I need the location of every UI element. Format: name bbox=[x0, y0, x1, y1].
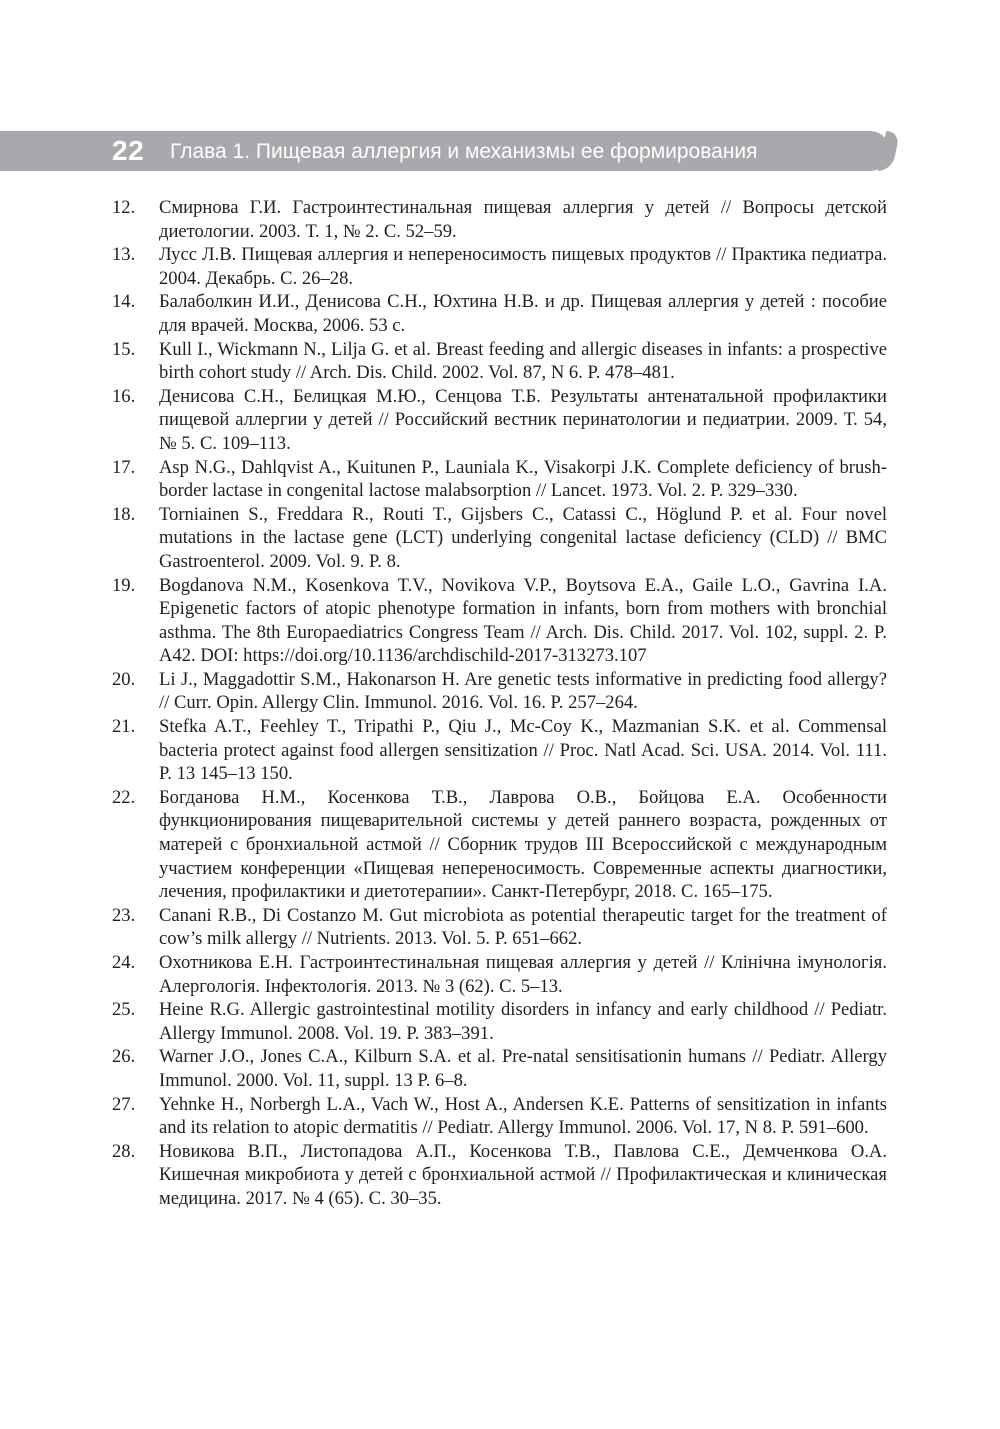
reference-item bbox=[112, 338, 887, 385]
reference-text: Охотникова Е.Н. Гастроинтестинальная пищевая аллергия у детей // Клінічна імунологія. Алергологія. Інфектологія. 2013. № 3 (62). С. 5–13. bbox=[159, 952, 887, 997]
reference-number: 21. bbox=[112, 716, 136, 738]
reference-number: 13. bbox=[112, 244, 136, 266]
reference-item bbox=[112, 1045, 887, 1092]
reference-number: 12. bbox=[112, 197, 136, 218]
reference-item bbox=[112, 456, 887, 503]
reference-text: Лусс Л.В. Пищевая аллергия и непереносимость пищевых продуктов // Практика педиатра. 2004. Декабрь. С. 26–28. bbox=[159, 244, 887, 289]
reference-number: 23. bbox=[112, 904, 136, 926]
page-number: 22 bbox=[112, 135, 145, 166]
reference-number: 19. bbox=[112, 574, 136, 596]
reference-item bbox=[112, 574, 887, 668]
reference-item bbox=[112, 904, 887, 951]
reference-item bbox=[112, 1093, 887, 1140]
reference-text: Богданова Н.М., Косенкова Т.В., Лаврова О.В., Бойцова Е.А. Особенности функционирования пищеварительной системы у детей раннего возраста, рожденных от матерей с бронхиальной астмой // Сборник трудов III Всероссийской с международным участием конференции «Пищевая непереносимость. Современные аспекты диагностики, лечения, профилактики и диетотерапии». Санкт-Петербург, 2018. С. 165–175. bbox=[159, 786, 887, 903]
reference-number: 15. bbox=[112, 338, 136, 360]
reference-item bbox=[112, 1140, 887, 1211]
reference-text: Kull I., Wickmann N., Lilja G. et al. Breast feeding and allergic diseases in infants: a prospective birth cohort study // Arch. Dis. Child. 2002. Vol. 87, N 6. P. 478–481. bbox=[159, 338, 887, 384]
reference-number: 28. bbox=[112, 1140, 136, 1162]
reference-text: Bogdanova N.M., Kosenkova T.V., Novikova V.P., Boytsova E.A., Gaile L.O., Gavrina I.A. Epigenetic factors of atopic phenotype formation in infants, born from mothers with bronchial asthma. The 8th Europaediatrics Congress Team // Arch. Dis. Child. 2017. Vol. 102, suppl. 2. P. A42. DOI: https://doi.org/10.1136/archdischild-2017-313273.107 bbox=[159, 574, 887, 667]
reference-item bbox=[112, 668, 887, 715]
reference-text: Yehnke H., Norbergh L.A., Vach W., Host A., Andersen K.E. Patterns of sensitization in infants and its relation to atopic dermatitis // Pediatr. Allergy Immunol. 2006. Vol. 17, N 8. P. 591–600. bbox=[159, 1093, 887, 1139]
reference-item bbox=[112, 385, 887, 456]
reference-text: Смирнова Г.И. Гастроинтестинальная пищевая аллергия у детей // Вопросы детской диетологии. 2003. Т. 1, № 2. С. 52–59. bbox=[159, 197, 887, 242]
reference-number: 18. bbox=[112, 503, 136, 525]
reference-number: 20. bbox=[112, 668, 136, 690]
reference-item bbox=[112, 503, 887, 574]
reference-number: 17. bbox=[112, 456, 136, 478]
reference-text: Warner J.O., Jones C.A., Kilburn S.A. et al. Pre-natal sensitisationin humans // Pediatr. Allergy Immunol. 2000. Vol. 11, suppl. 13 P. 6–8. bbox=[159, 1046, 887, 1091]
reference-text: Canani R.B., Di Costanzo M. Gut microbiota as potential therapeutic target for the treatment of cow’s milk allergy // Nutrients. 2013. Vol. 5. P. 651–662. bbox=[159, 904, 887, 950]
reference-number: 24. bbox=[112, 952, 136, 973]
reference-item bbox=[112, 196, 887, 243]
reference-item bbox=[112, 290, 887, 337]
reference-list bbox=[112, 196, 887, 1211]
reference-number: 22. bbox=[112, 786, 136, 808]
reference-text: Новикова В.П., Листопадова А.П., Косенкова Т.В., Павлова С.Е., Демченкова О.А. Кишечная микробиота у детей с бронхиальной астмой // Профилактическая и клиническая медицина. 2017. № 4 (65). С. 30–35. bbox=[159, 1140, 887, 1209]
reference-number: 26. bbox=[112, 1046, 136, 1068]
reference-number: 25. bbox=[112, 999, 136, 1021]
reference-item bbox=[112, 998, 887, 1045]
reference-text: Asp N.G., Dahlqvist A., Kuitunen P., Launiala K., Visakorpi J.K. Complete deficiency of brush-border lactase in congenital lactose malabsorption // Lancet. 1973. Vol. 2. P. 329–330. bbox=[159, 456, 887, 502]
reference-item bbox=[112, 715, 887, 786]
reference-text: Stefka A.T., Feehley T., Tripathi P., Qiu J., Mc-Coy K., Mazmanian S.K. et al. Commensal bacteria protect against food allergen sensitization // Proc. Natl Acad. Sci. USA. 2014. Vol. 111. P. 13 145–13 150. bbox=[159, 716, 887, 785]
reference-item bbox=[112, 243, 887, 290]
reference-text: Балаболкин И.И., Денисова С.Н., Юхтина Н.В. и др. Пищевая аллергия у детей : пособие для врачей. Москва, 2006. 53 с. bbox=[159, 291, 887, 336]
reference-text: Torniainen S., Freddara R., Routi T., Gijsbers C., Catassi C., Höglund P. et al. Four novel mutations in the lactase gene (LCT) underlying congenital lactase deficiency (CLD) // BMC Gastroenterol. 2009. Vol. 9. P. 8. bbox=[159, 503, 887, 572]
reference-text: Денисова С.Н., Белицкая М.Ю., Сенцова Т.Б. Результаты антенатальной профилактики пищевой аллергии у детей // Российский вестник перинатологии и педиатрии. 2009. Т. 54, № 5. С. 109–113. bbox=[159, 385, 887, 454]
reference-item bbox=[112, 951, 887, 998]
reference-text: Heine R.G. Allergic gastrointestinal motility disorders in infancy and early childhood // Pediatr. Allergy Immunol. 2008. Vol. 19. P. 383–391. bbox=[159, 999, 887, 1044]
chapter-title: Глава 1. Пищевая аллергия и механизмы ее формирования bbox=[170, 140, 758, 163]
reference-item bbox=[112, 786, 887, 904]
reference-number: 16. bbox=[112, 385, 136, 407]
reference-text: Li J., Maggadottir S.M., Hakonarson H. Are genetic tests informative in predicting food allergy? // Curr. Opin. Allergy Clin. Immunol. 2016. Vol. 16. P. 257–264. bbox=[159, 668, 887, 714]
reference-number: 14. bbox=[112, 291, 136, 313]
reference-number: 27. bbox=[112, 1093, 136, 1115]
